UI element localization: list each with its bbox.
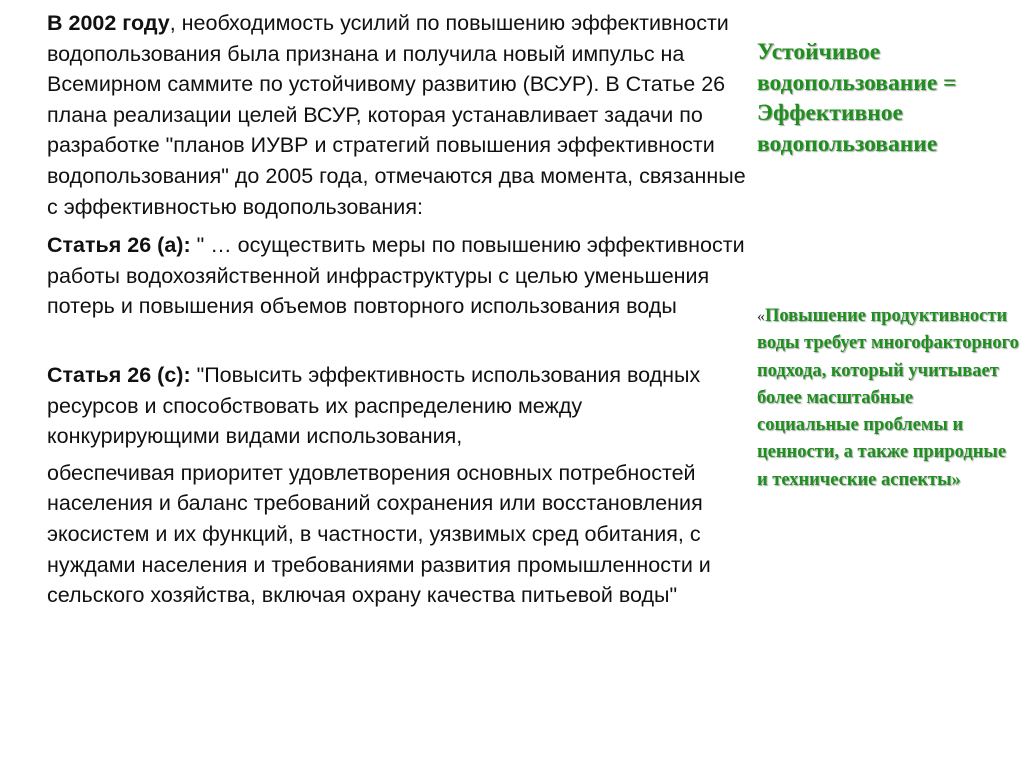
paragraph-wssd-2002 [47,8,747,222]
article-26c-text: "Повысить эффективность использования водных ресурсов и способствовать их распределению между конкурирующими видами использования, [47,362,701,449]
article-26c-label: Статья 26 (с): [47,362,191,387]
sidebar-title: Устойчивое водопользование = Эффективное водопользование [757,39,957,157]
paragraph-article-26c-continued: обеспечивая приоритет удовлетворения основных потребностей населения и баланс требований сохранения или восстановления экосистем и их функций, в частности, уязвимых сред обитания, с нуждами населения и требованиями развития промышленности и сельского хозяйства, включая охрану качества питьевой воды" [47,460,711,608]
main-text-column [47,8,747,611]
paragraph-lead-2002: В 2002 году [47,11,170,35]
paragraph-body-2002: , необходимость усилий по повышению эффективности водопользования была признана и получила новый импульс на Всемирном саммите по устойчивому развитию (ВСУР). В Статье 26 плана реализации целей ВСУР, которая устанавливает задачи по разработке "планов ИУВР и стратегий повышения эффективности водопользования" до 2005 года, отмечаются два момента, связанные с эффективностью водопользования: [47,11,746,219]
paragraph-article-26a [47,230,747,322]
article-26a-label: Статья 26 (а): [47,233,191,258]
paragraph-article-26c [47,360,747,452]
article-26a-text: " … осуществить меры по повышению эффективности работы водохозяйственной инфраструктуры с целью уменьшения потерь и повышения объемов повторного использования воды [47,233,745,319]
quote-open-mark: « [757,308,765,325]
sidebar-quote [757,303,1019,494]
quote-text: Повышение продуктивности воды требует многофакторного подхода, который учитывает более масштабные социальные проблемы и ценности, а также природные и технические аспекты» [757,306,1019,490]
